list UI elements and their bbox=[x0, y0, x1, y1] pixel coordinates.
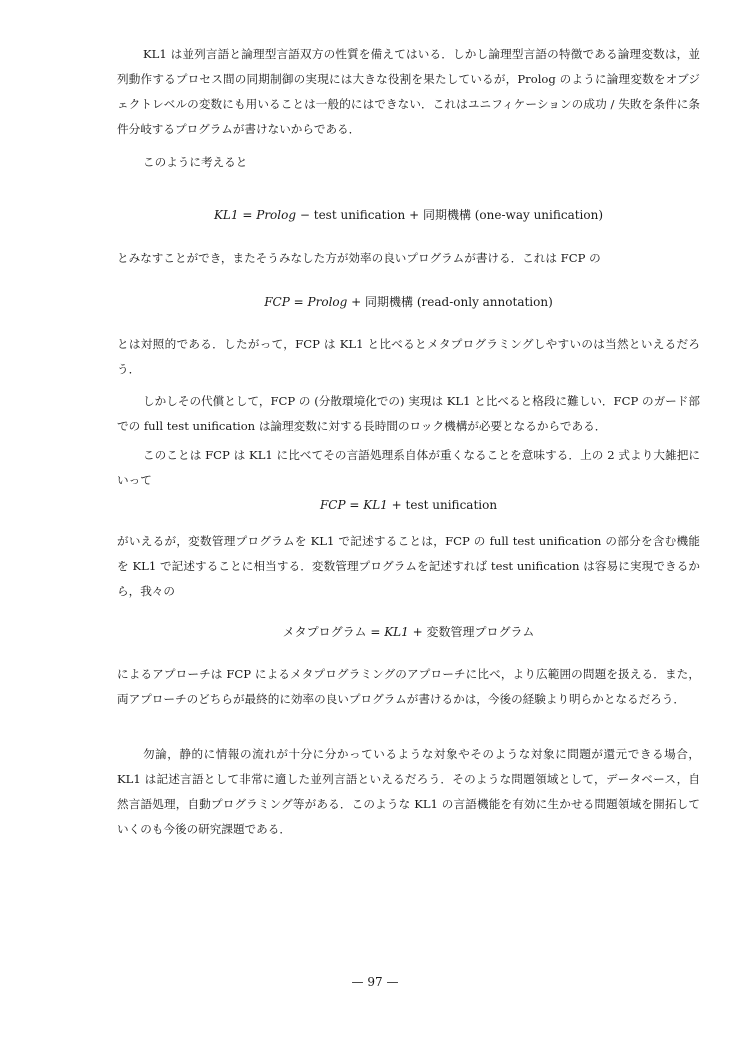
formula-rest: 変数管理プログラム bbox=[426, 625, 535, 639]
formula-lhs: FCP bbox=[319, 498, 346, 512]
formula-equals: = bbox=[242, 208, 253, 222]
paragraph-regarded: とみなすことができ，またそうみなした方が効率の良いプログラムが書ける．これは FCP の bbox=[117, 251, 601, 265]
formula-lhs: KL1 bbox=[213, 208, 239, 222]
paragraph-approach: によるアプローチは FCP によるメタプログラミングのアプローチに比べ，より広範囲の問題を扱える．また，両アプローチのどちらが最終的に効率の良いプログラムが書けるかは，今後の経験より明らかとなるだろう． bbox=[117, 667, 700, 706]
formula-fcp-definition bbox=[117, 292, 700, 312]
formula-term: Prolog bbox=[256, 208, 297, 222]
paragraph-heavy: このことは FCP は KL1 に比べてその言語処理系自体が重くなることを意味する．上の 2 式より大雑把にいって bbox=[117, 448, 700, 487]
formula-equals: = bbox=[293, 295, 304, 309]
formula-term: KL1 bbox=[363, 498, 388, 512]
formula-lhs: FCP bbox=[264, 295, 290, 309]
formula-rest: 同期機構 (read-only annotation) bbox=[365, 295, 553, 309]
formula-equals: = bbox=[349, 498, 360, 512]
formula-fcp-kl1 bbox=[117, 495, 700, 515]
formula-lhs: メタプログラム bbox=[282, 625, 367, 639]
paragraph-future-work: 勿論，静的に情報の流れが十分に分かっているような対象やそのような対象に問題が還元できる場合，KL1 は記述言語として非常に適した並列言語といえるだろう．そのような問題領域として，データベース，自然言語処理，自動プログラミング等がある．このような KL1 の言語機能を有効に生かせる問題領域を開拓していくのも今後の研究課題である． bbox=[117, 747, 700, 836]
formula-rest: test unification + 同期機構 (one-way unification) bbox=[313, 208, 604, 222]
formula-rest: test unification bbox=[405, 498, 498, 512]
formula-operator: − bbox=[299, 208, 310, 222]
paragraph-kl1-properties: KL1 は並列言語と論理型言語双方の性質を備えてはいる．しかし論理型言語の特徴である論理変数は，並列動作するプロセス間の同期制御の実現には大きな役割を果たしているが，Prolog のように論理変数をオブジェクトレベルの変数にも用いることは一般的にはできない．これはユニフィケーションの成功 / 失敗を条件に条件分岐するプログラムが書けないからである． bbox=[117, 47, 700, 136]
formula-operator: + bbox=[351, 295, 362, 309]
formula-equals: = bbox=[370, 625, 381, 639]
page-number: — 97 — bbox=[351, 975, 399, 989]
paragraph-cost: しかしその代償として，FCP の (分散環境化での) 実現は KL1 と比べると格段に難しい．FCP のガード部での full test unification は論理変数に対する長時間のロック機構が必要となるからである． bbox=[117, 394, 700, 433]
paragraph-variable-management: がいえるが，変数管理プログラムを KL1 で記述することは，FCP の full test unification の部分を含む機能を KL1 で記述することに相当する．変数管理プログラムを記述すれば test unification は容易に実現できるから，我々の bbox=[117, 534, 700, 598]
formula-operator: + bbox=[412, 625, 423, 639]
formula-kl1-definition bbox=[117, 205, 700, 225]
formula-operator: + bbox=[391, 498, 402, 512]
paragraph-contrast: とは対照的である．したがって，FCP は KL1 と比べるとメタプログラミングしやすいのは当然といえるだろう． bbox=[117, 337, 700, 376]
formula-term: KL1 bbox=[384, 625, 409, 639]
formula-metaprogram bbox=[117, 622, 700, 642]
formula-term: Prolog bbox=[307, 295, 348, 309]
paragraph-consider: このように考えると bbox=[143, 155, 248, 169]
